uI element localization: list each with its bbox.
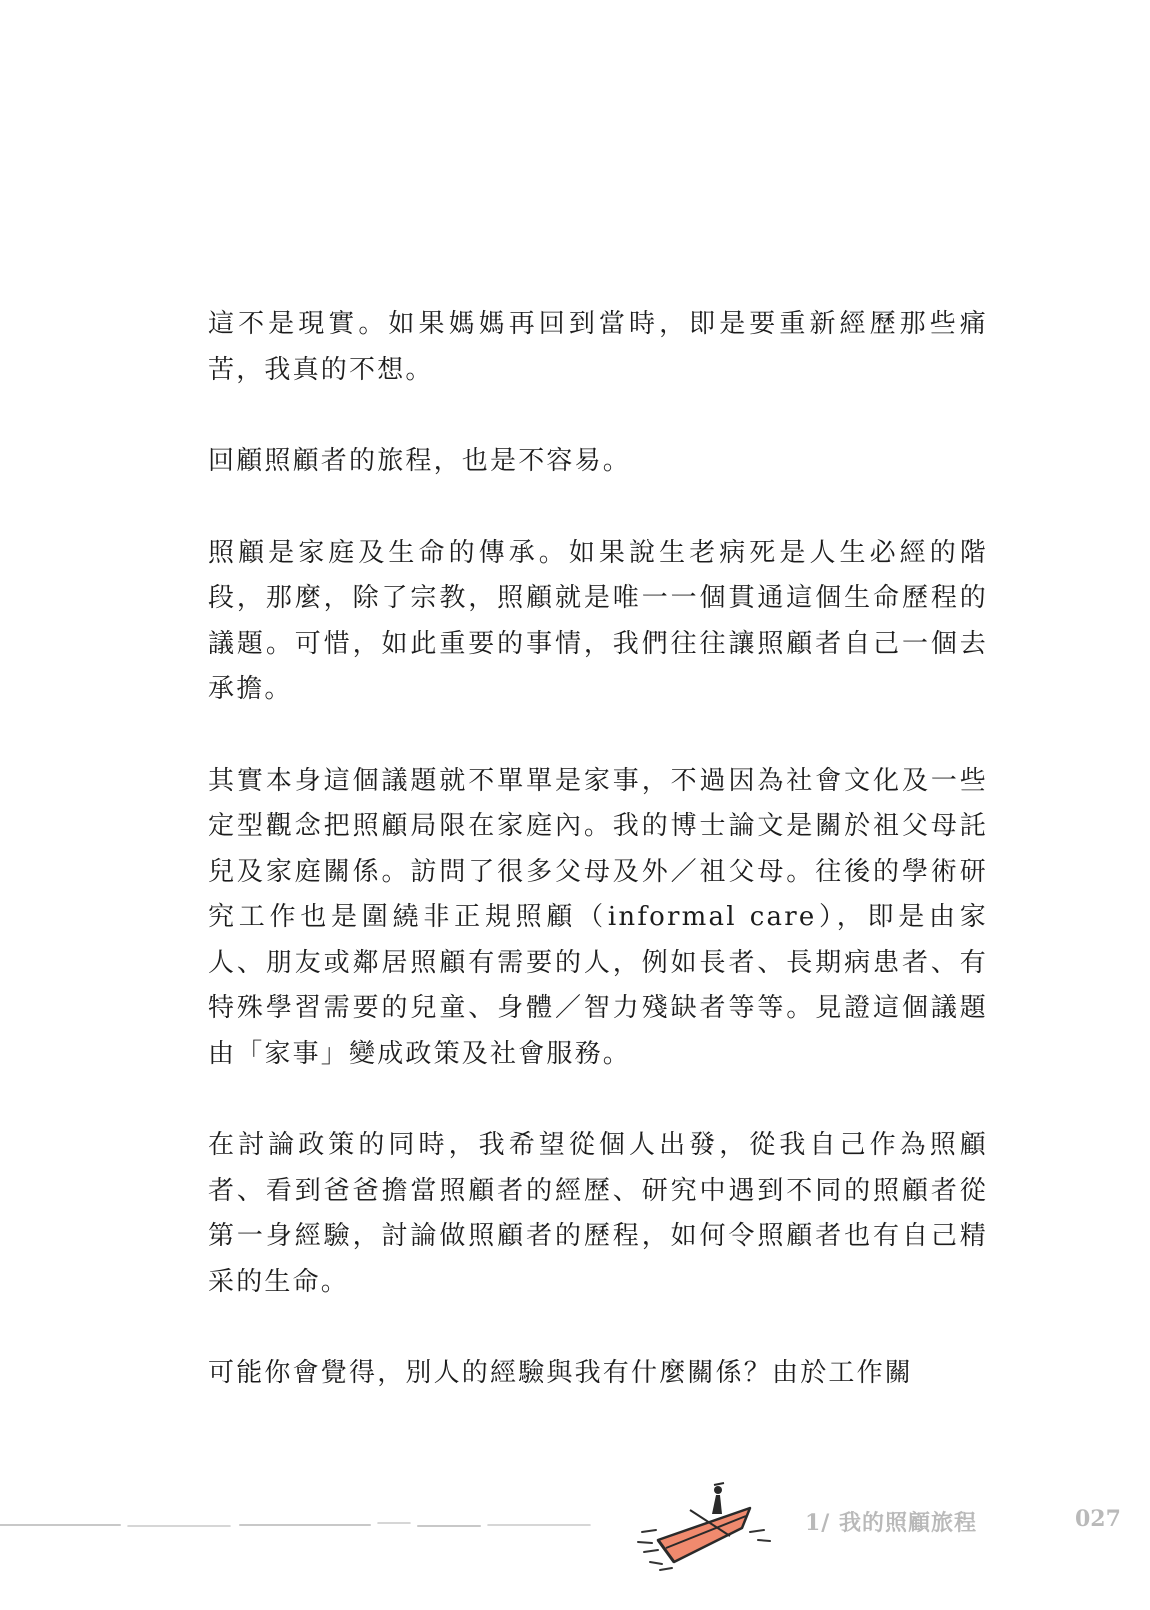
- paragraph: 回顧照顧者的旅程，也是不容易。: [208, 446, 632, 476]
- paragraph: 這不是現實。如果媽媽再回到當時，即是要重新經歷那些痛苦，我真的不想。: [208, 309, 988, 385]
- paragraph: 可能你會覺得，別人的經驗與我有什麼關係？由於工作關: [208, 1358, 914, 1388]
- page-footer: [0, 1470, 1150, 1580]
- rowboat-icon: [630, 1470, 790, 1580]
- paragraph: 在討論政策的同時，我希望從個人出發，從我自己作為照顧者、看到爸爸擔當照顧者的經歷、研究中遇到不同的照顧者從第一身經驗，討論做照顧者的歷程，如何令照顧者也有自己精采的生命。: [208, 1130, 988, 1297]
- body-text: [208, 302, 988, 1443]
- chapter-label: 1/ 我的照顧旅程: [805, 1510, 978, 1536]
- page-number: 027: [1075, 1506, 1121, 1532]
- paragraph: 其實本身這個議題就不單單是家事，不過因為社會文化及一些定型觀念把照顧局限在家庭內。我的博士論文是關於祖父母託兒及家庭關係。訪問了很多父母及外／祖父母。往後的學術研究工作也是圍繞非正規照顧（informal care），即是由家人、朋友或鄰居照顧有需要的人，例如長者、長期病患者、有特殊學習需要的兒童、身體／智力殘缺者等等。見證這個議題由「家事」變成政策及社會服務。: [208, 765, 988, 1069]
- paragraph: 照顧是家庭及生命的傳承。如果說生老病死是人生必經的階段，那麼，除了宗教，照顧就是唯一一個貫通這個生命歷程的議題。可惜，如此重要的事情，我們往往讓照顧者自己一個去承擔。: [208, 537, 988, 704]
- footer-rule: [0, 1515, 600, 1535]
